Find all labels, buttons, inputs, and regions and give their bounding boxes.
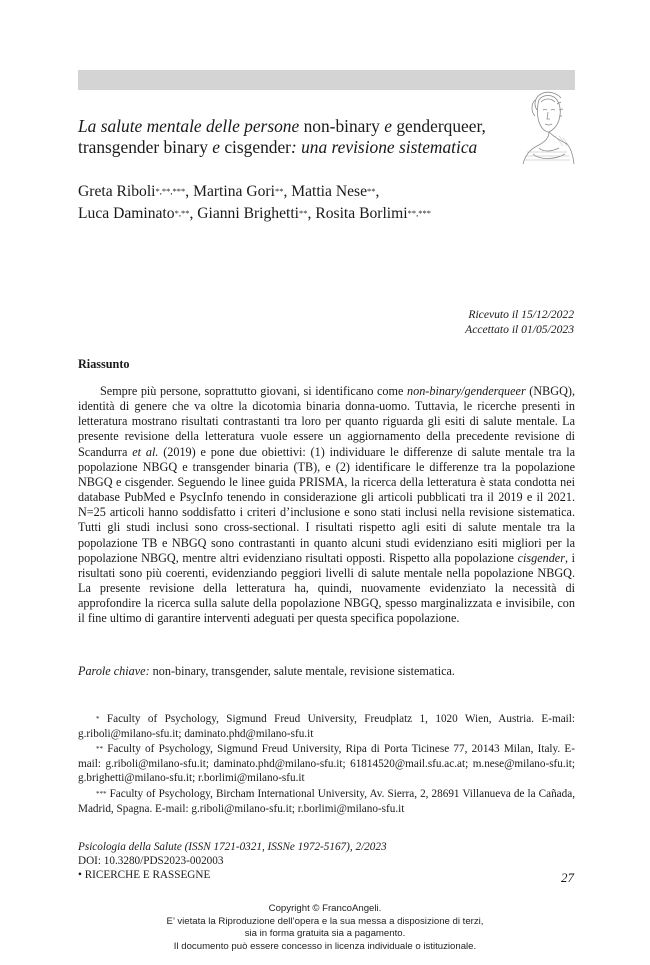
header-band <box>78 70 575 90</box>
abstract-text: (2019) e pone due obiettivi: (1) individuare le differenze di salute mentale tra la popolazione NBGQ e transgender binaria (TB), e (2) identificare le differenze tra la popolazione NBGQ e cisgender. Seguendo le linee guida PRISMA, la ricerca della letteratura è stata condotta nei database PubMed e PsycInfo tenendo in considerazione gli articoli pubblicati tra il 2019 e il 2021. N=25 articoli hanno soddisfatto i criteri d’inclusione e sono stati inclusi nella revisione sistematica. Tutti gli studi inclusi sono cross-sectional. I risultati rispetto agli esiti di salute mentale tra la popolazione TB e NBGQ sono contrastanti in quanto alcuni studi evidenziano esiti migliori per la popolazione NBGQ, mentre altri evidenziano risultati opposti. Rispetto alla popolazione <box>78 444 575 565</box>
copyright-line: Copyright © FrancoAngeli. <box>268 903 382 914</box>
author-separator: , <box>185 183 194 200</box>
author-name: Luca Daminato <box>78 205 175 222</box>
footnote <box>78 787 575 816</box>
title-part: : una revisione sistematica <box>290 137 478 157</box>
author-separator: , <box>189 205 198 222</box>
footnote-text: Faculty of Psychology, Sigmund Freud University, Ripa di Porta Ticinese 77, 20143 Milan, Italy. E-mail: g.riboli@milano-sfu.it; daminato.phd@milano-sfu.it; 61814520@mail.sfu.ac.at; m.nese@milano-sfu.it; g.brighetti@milano-sfu.it; r.borlimi@milano-sfu.it <box>78 743 575 785</box>
author-list <box>78 181 578 225</box>
author-affiliation-mark: ** <box>274 186 284 196</box>
footnote-mark: *** <box>96 789 107 798</box>
keywords-label: Parole chiave: <box>78 664 150 678</box>
affiliation-footnotes <box>78 712 575 817</box>
copyright-notice <box>0 903 650 953</box>
footnote-mark: * <box>96 715 100 723</box>
abstract-heading: Riassunto <box>78 357 130 371</box>
abstract-body <box>78 384 575 627</box>
author-name: Mattia Nese <box>291 183 368 200</box>
journal-citation: Psicologia della Salute (ISSN 1721-0321, ISSNe 1972-5167), 2/2023 <box>78 841 387 853</box>
title-part: cisgender <box>219 137 291 157</box>
author-name: Rosita Borlimi <box>315 205 408 222</box>
footnote <box>78 712 575 741</box>
author-line <box>78 203 578 225</box>
keywords <box>78 664 575 679</box>
submission-dates <box>465 307 574 337</box>
author-affiliation-mark: **,*** <box>407 208 431 218</box>
title-part: transgender binary <box>78 137 213 157</box>
footnote-mark: ** <box>96 745 103 754</box>
footnote <box>78 742 575 786</box>
author-affiliation-mark: ** <box>367 186 376 196</box>
author-name: Martina Gori <box>193 183 275 200</box>
author-line <box>78 181 578 203</box>
abstract-text: cisgender <box>517 550 565 565</box>
received-date: Ricevuto il 15/12/2022 <box>468 308 574 321</box>
author-affiliation-mark: ** <box>299 208 308 218</box>
copyright-line: E’ vietata la Riproduzione dell’opera e la sua messa a disposizione di terzi, <box>166 915 484 927</box>
title-part: La salute mentale delle persone <box>78 116 300 136</box>
accepted-date: Accettato il 01/05/2023 <box>465 323 574 336</box>
author-separator: , <box>283 183 292 200</box>
title-part: non-binary <box>299 116 385 136</box>
page-number: 27 <box>561 870 574 885</box>
author-name: Gianni Brighetti <box>197 205 300 222</box>
abstract-text: non-binary/genderqueer <box>407 384 526 398</box>
journal-portrait-engraving-icon <box>519 90 575 166</box>
keywords-text: non-binary, transgender, salute mentale, revisione sistematica. <box>149 664 455 678</box>
author-separator: , <box>307 205 316 222</box>
author-affiliation-mark: *,**,*** <box>155 186 186 196</box>
author-separator: , <box>375 183 380 200</box>
journal-section: • RICERCHE E RASSEGNE <box>78 869 211 881</box>
title-part: e <box>212 137 220 157</box>
article-title <box>78 116 518 158</box>
abstract-text: et al. <box>132 444 159 459</box>
author-name: Greta Riboli <box>78 183 156 200</box>
author-affiliation-mark: *,** <box>174 208 190 218</box>
copyright-line: sia in forma gratuita sia a pagamento. <box>244 928 406 940</box>
title-part: genderqueer, <box>391 116 486 136</box>
title-part: e <box>384 116 392 136</box>
abstract-text: (NBGQ), identità di genere che va oltre la dicotomia binaria donna-uomo. Tuttavia, le ricerche presenti in letteratura mostrano risultati contrastanti tra loro per quanto riguarda gli esiti di salute mentale. La presente revisione della letteratura vuole essere un aggiornamento della precedente revisione di Scandurra <box>78 384 575 459</box>
journal-info <box>78 840 575 882</box>
footnote-text: Faculty of Psychology, Bircham International University, Av. Sierra, 2, 28691 Villanueva de la Cañada, Madrid, Spagna. E-mail: g.riboli@milano-sfu.it; r.borlimi@milano-sfu.it <box>78 787 575 815</box>
footnote-text: Faculty of Psychology, Sigmund Freud University, Freudplatz 1, 1020 Wien, Austria. E-mail: g.riboli@milano-sfu.it; daminato.phd@milano-sfu.it <box>78 713 575 740</box>
abstract-text: Sempre più persone, soprattutto giovani, si identificano come <box>100 384 408 398</box>
journal-doi: DOI: 10.3280/PDS2023-002003 <box>78 855 224 867</box>
copyright-line: Il documento può essere concesso in licenza individuale o istituzionale. <box>173 940 477 952</box>
abstract-text: , i risultati sono più coerenti, evidenziando peggiori livelli di salute mentale nella popolazione NBGQ. La presente revisione della letteratura ha, quindi, nuovamente evidenziato la necessità di approfondire la ricerca sulla salute della popolazione NBGQ, spesso marginalizzata e invisibile, con il fine ultimo di garantire interventi adeguati per questa specifica popolazione. <box>78 550 575 626</box>
